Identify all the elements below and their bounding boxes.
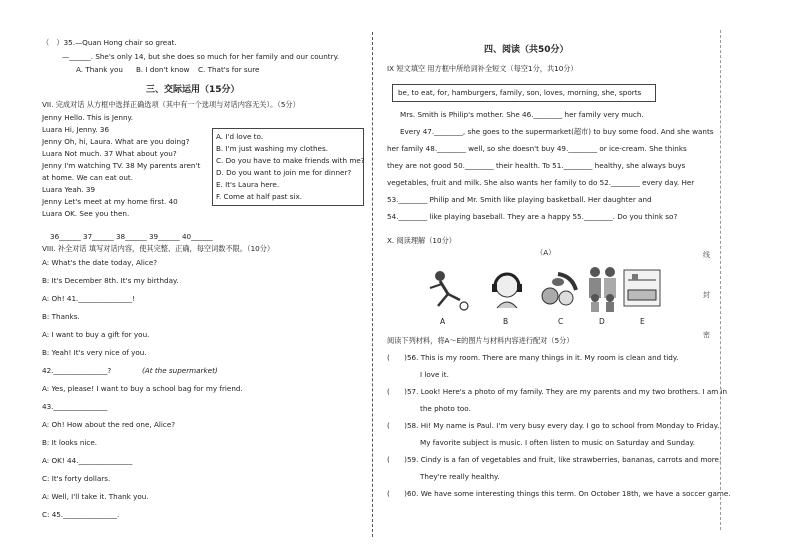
dialog7-line: Luara Not much. 37 What about you? xyxy=(42,149,177,158)
dialog7-line: Luara Yeah. 39 xyxy=(42,185,96,194)
cloze-line: Mrs. Smith is Philip's mother. She 46.________ her family very much. xyxy=(400,110,644,119)
dialog8-note: (At the supermarket) xyxy=(142,366,218,375)
dialog7-line: Jenny I'm watching TV. 38 My parents aren't xyxy=(42,161,201,170)
dialog7-line: Jenny Let's meet at my home first. 40 xyxy=(42,197,178,206)
dialog8-blank-42[interactable]: 42._______________? xyxy=(42,366,112,375)
dialog8-blank-41[interactable]: A: Oh! 41._______________! xyxy=(42,294,136,303)
cloze-line: her family 48.________ well, so she doesn't buy 49.________ or ice-cream. She thinks xyxy=(387,144,687,153)
option7: D. Do you want to join me for dinner? xyxy=(216,168,352,177)
option7: A. I'd love to. xyxy=(216,132,264,141)
reading-item-cont: My favorite subject is music. I often listen to music on Saturday and Sunday. xyxy=(420,438,695,447)
section9-title: IX 短文填空 用方框中所给词补全短文（每空1分，共10分） xyxy=(387,64,578,73)
dialog8-line: A: Well, I'll take it. Thank you. xyxy=(42,492,149,501)
picture-label-d: D xyxy=(599,317,605,326)
option7: B. I'm just washing my clothes. xyxy=(216,144,328,153)
section8-title: VIII. 补全对话 填写对话内容，使其完整、正确，每空词数不限。（10分） xyxy=(42,244,275,253)
option7: C. Do you have to make friends with me? xyxy=(216,156,365,165)
section10-title: X. 阅读理解（10分） xyxy=(387,236,456,245)
answer-blanks-7[interactable]: 36______ 37______ 38______ 39______ 40______ xyxy=(50,232,213,241)
dialog7-line: Jenny Oh, hi, Laura. What are you doing? xyxy=(42,137,190,146)
dialog8-line: A: Yes, please! I want to buy a school bag for my friend. xyxy=(42,384,243,393)
picture-c-fruit xyxy=(538,266,582,312)
binding-mark-feng: 封 xyxy=(703,291,710,299)
picture-label-b: B xyxy=(503,317,509,326)
cloze-line: they are not good 50.________ their health. To 51.________ healthy, she always buys xyxy=(387,161,686,170)
dialog8-line: B: Thanks. xyxy=(42,312,80,321)
section3-title: 三、交际运用（15分） xyxy=(146,85,240,95)
dialog8-line: B: It looks nice. xyxy=(42,438,98,447)
dialog8-line: A: I want to buy a gift for you. xyxy=(42,330,150,339)
dialog8-blank-44[interactable]: A: OK! 44._______________ xyxy=(42,456,133,465)
binding-mark-mi: 密 xyxy=(703,331,710,339)
binding-line xyxy=(720,30,721,530)
dialog8-blank-43[interactable]: 43._______________ xyxy=(42,402,108,411)
picture-b-headphones xyxy=(489,266,525,312)
q35-option-c: C. That's for sure xyxy=(198,65,260,74)
section7-title: VII. 完成对话 从方框中选择正确选项（其中有一个选项与对话内容无关）。（5分） xyxy=(42,100,300,109)
q35-line1: （ ）35.—Quan Hong chair so great. xyxy=(42,38,177,47)
column-divider xyxy=(372,32,373,537)
cloze-line: 53.________ Philip and Mr. Smith like playing basketball. Her daughter and xyxy=(387,195,652,204)
word-box-text: be, to eat, for, hamburgers, family, son, loves, morning, she, sports xyxy=(398,88,642,97)
dialog8-line: B: Yeah! It's very nice of you. xyxy=(42,348,147,357)
q35-option-a: A. Thank you xyxy=(76,65,123,74)
match-instructions: 阅读下列材料，将A～E的图片与材料内容进行配对（5分） xyxy=(387,336,574,345)
section4-title: 四、阅读（共50分） xyxy=(484,45,569,55)
reading-item-56[interactable]: ( )56. This is my room. There are many things in it. My room is clean and tidy. xyxy=(387,353,679,362)
reading-item-58[interactable]: ( )58. Hi! My name is Paul. I'm very busy every day. I go to school from Monday to Friday. xyxy=(387,421,720,430)
picture-a-soccer-player xyxy=(420,266,472,312)
reading-item-59[interactable]: ( )59. Cindy is a fan of vegetables and fruit, like strawberries, bananas, carrots and more. xyxy=(387,455,722,464)
reading-item-cont: I love it. xyxy=(420,370,449,379)
part-a-label: （A） xyxy=(536,248,556,257)
reading-item-60[interactable]: ( )60. We have some interesting things this term. On October 18th, we have a soccer game. xyxy=(387,489,731,498)
picture-label-a: A xyxy=(440,317,446,326)
picture-label-c: C xyxy=(558,317,564,326)
q35-option-b: B. I don't know xyxy=(136,65,190,74)
dialog8-line: C: It's forty dollars. xyxy=(42,474,111,483)
picture-label-e: E xyxy=(640,317,645,326)
picture-d-family xyxy=(583,262,623,312)
option7: F. Come at half past six. xyxy=(216,192,303,201)
dialog8-line: A: What's the date today, Alice? xyxy=(42,258,158,267)
reading-item-cont: They're really healthy. xyxy=(420,472,500,481)
dialog7-line: Luara OK. See you then. xyxy=(42,209,130,218)
dialog7-line: Jenny Hello. This is Jenny. xyxy=(42,113,134,122)
dialog7-line: at home. We can eat out. xyxy=(42,173,134,182)
dialog7-line: Luara Hi, Jenny. 36 xyxy=(42,125,110,134)
cloze-line: Every 47.________, she goes to the supermarket(超市) to buy some food. And she wants xyxy=(400,127,714,136)
picture-e-room xyxy=(622,266,662,312)
dialog8-line: B: It's December 8th. It's my birthday. xyxy=(42,276,179,285)
dialog8-blank-45[interactable]: C: 45._______________. xyxy=(42,510,120,519)
binding-mark-xian: 线 xyxy=(703,251,710,259)
q35-line2: —______. She's only 14, but she does so much for her family and our country. xyxy=(62,52,340,61)
cloze-line: 54.________ like playing baseball. They are a happy 55.________. Do you think so? xyxy=(387,212,678,221)
dialog8-line: A: Oh! How about the red one, Alice? xyxy=(42,420,176,429)
reading-item-57[interactable]: ( )57. Look! Here's a photo of my family. They are my parents and my two brothers. I am in xyxy=(387,387,728,396)
reading-item-cont: the photo too. xyxy=(420,404,471,413)
cloze-line: vegetables, fruit and milk. She also wants her family to do 52.________ every day. Her xyxy=(387,178,695,187)
option7: E. It's Laura here. xyxy=(216,180,280,189)
